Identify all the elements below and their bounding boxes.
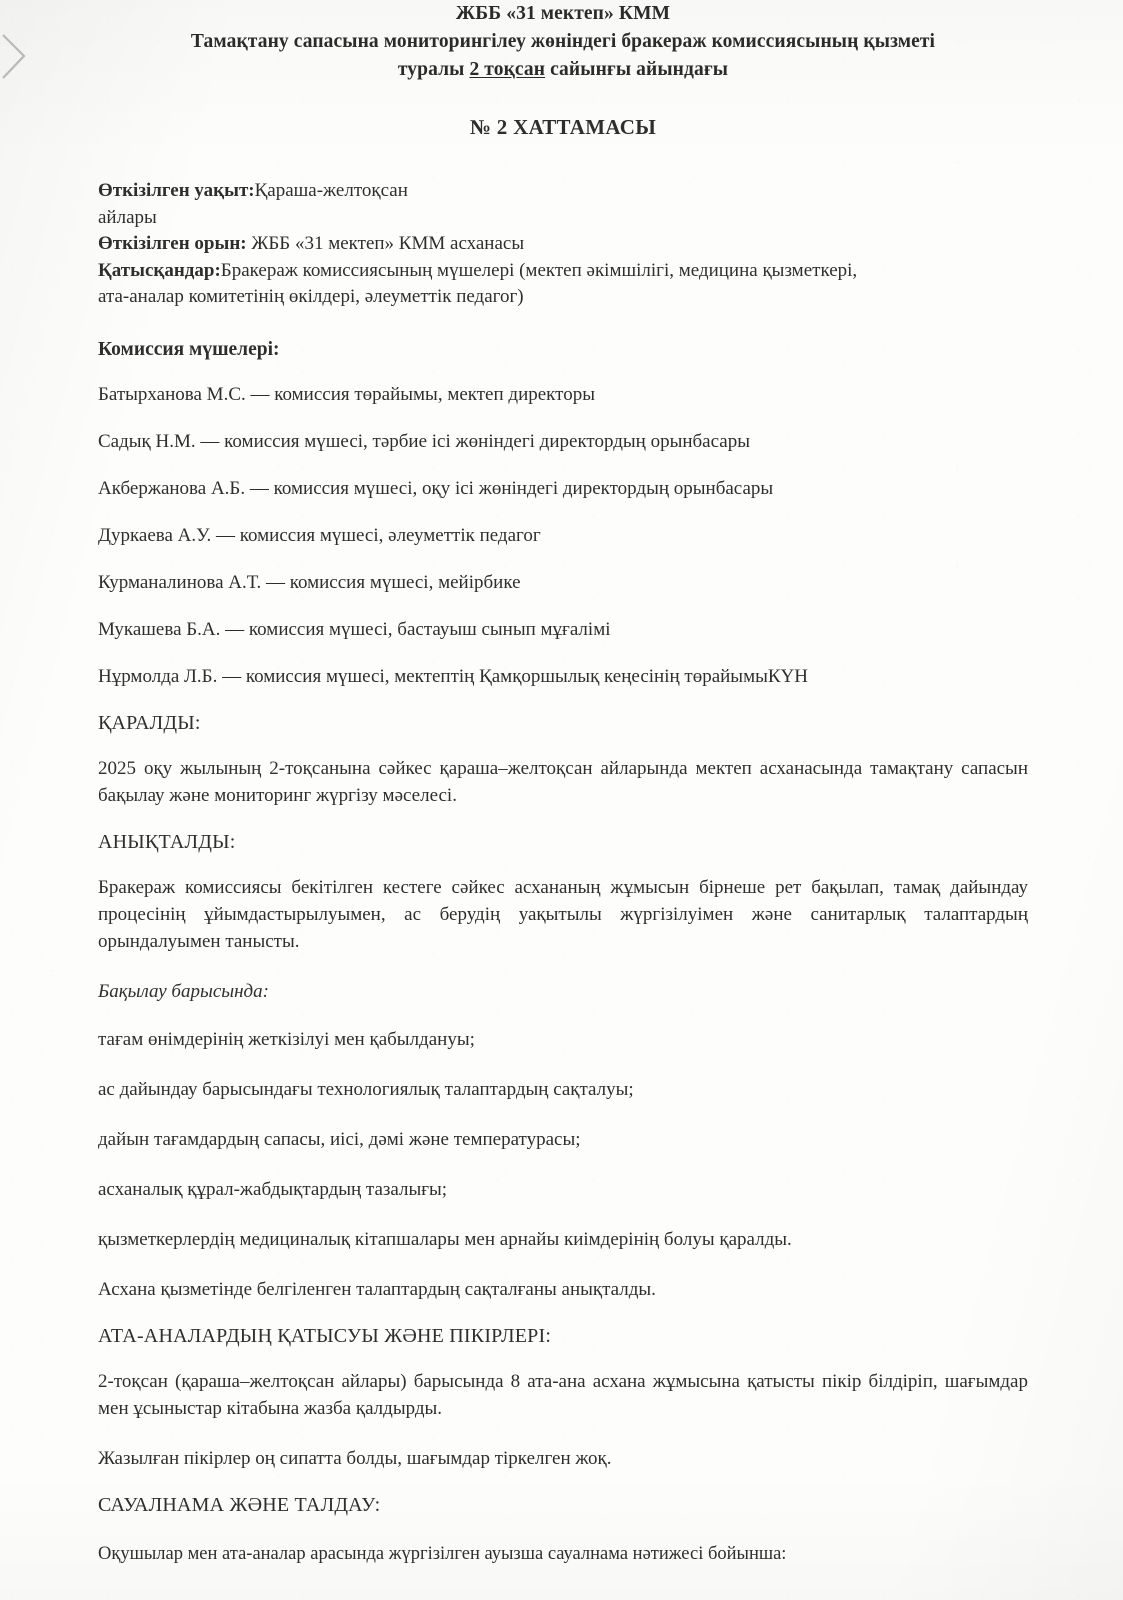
monitoring-item: тағам өнімдерінің жеткізілуі мен қабылдануы; — [98, 1028, 475, 1050]
commission-member: Курманалинова А.Т. — комиссия мүшесі, мейірбике — [98, 571, 521, 593]
established-paragraph: Бракераж комиссиясы бекітілген кестеге сәйкес асхананың жұмысын бірнеше рет бақылап, тамақ дайындау процесінің ұйымдастырылуымен, ас берудің уақытылы жүргізілуімен және санитарлық талаптардың орындалуымен танысты. — [98, 876, 1028, 952]
commission-member: Садық Н.М. — комиссия мүшесі, тәрбие ісі жөніндегі директордың орынбасары — [98, 430, 750, 452]
meta-label-attendees: Қатысқандар: — [98, 259, 221, 281]
meta-label-time: Өткізілген уақыт: — [98, 180, 255, 201]
meta-row-place — [98, 231, 1028, 258]
commission-member: Батырханова М.С. — комиссия төрайымы, мектеп директоры — [98, 383, 595, 405]
considered-heading: ҚАРАЛДЫ: — [98, 711, 201, 734]
parents-heading: АТА-АНАЛАРДЫҢ ҚАТЫСУЫ ЖӘНЕ ПІКІРЛЕРІ: — [98, 1324, 552, 1347]
title-line-2: Тамақтану сапасына мониторингілеу жөніндегі бракераж комиссиясының қызметі — [190, 31, 936, 52]
monitoring-item: қызметкерлердің медициналық кітапшалары мен арнайы киімдерінің болуы қаралды. — [98, 1228, 792, 1250]
meta-value-time: Қараша-желтоқсан — [254, 180, 408, 201]
commission-member: Мукашева Б.А. — комиссия мүшесі, бастауыш сынып мұғалімі — [98, 618, 611, 640]
document-text-frame — [98, 0, 1028, 1567]
monitoring-item: асханалық құрал-жабдықтардың тазалығы; — [98, 1178, 448, 1200]
meta-value-place: ЖББ «31 мектеп» КММ асханасы — [246, 233, 525, 254]
meta-row-attendees-wrap: ата-аналар комитетінің өкілдері, әлеуметтік педагог) — [98, 286, 524, 307]
parents-note: Жазылған пікірлер оң сипатта болды, шағымдар тіркелген жоқ. — [98, 1447, 612, 1469]
meta-label-place: Өткізілген орын: — [98, 233, 247, 254]
meta-row-time — [98, 178, 1028, 205]
title-line-1: ЖББ «31 мектеп» КММ — [455, 3, 671, 24]
parents-paragraph: 2-тоқсан (қараша–желтоқсан айлары) барысында 8 ата-ана асхана жұмысына қатысты пікір білдіріп, шағымдар мен ұсыныстар кітабына жазба қалдырды. — [98, 1370, 1028, 1419]
meta-block — [98, 178, 1028, 311]
survey-paragraph: Оқушылар мен ата-аналар арасында жүргізілген ауызша сауалнама нәтижесі бойынша: — [98, 1543, 787, 1564]
monitoring-conclusion: Асхана қызметінде белгіленген талаптардың сақталғаны анықталды. — [98, 1278, 656, 1300]
page-corner-artifact-icon — [2, 34, 28, 80]
commission-member: Дуркаева А.У. — комиссия мүшесі, әлеуметтік педагог — [98, 524, 541, 546]
title-line-3-suffix: сайынғы айындағы — [545, 59, 729, 80]
monitoring-item: ас дайындау барысындағы технологиялық талаптардың сақталуы; — [98, 1078, 634, 1100]
monitoring-item: дайын тағамдардың сапасы, иісі, дәмі және температурасы; — [98, 1128, 581, 1150]
survey-heading: САУАЛНАМА ЖӘНЕ ТАЛДАУ: — [98, 1493, 381, 1516]
monitoring-lead-in: Бақылау барысында: — [98, 980, 269, 1002]
title-line-3-prefix: туралы — [397, 59, 470, 80]
commission-members-heading: Комиссия мүшелері: — [98, 338, 280, 360]
title-line-3-underlined: 2 тоқсан — [469, 59, 546, 80]
commission-member: Акбержанова А.Б. — комиссия мүшесі, оқу ісі жөніндегі директордың орынбасары — [98, 477, 774, 499]
meta-row-time-wrap: айлары — [98, 206, 157, 228]
meta-row-attendees — [98, 258, 1028, 285]
title-line-3 — [98, 56, 1028, 84]
considered-paragraph: 2025 оқу жылының 2-тоқсанына сәйкес қараша–желтоқсан айларында мектеп асханасында тамақтану сапасын бақылау және мониторинг жүргізу мәселесі. — [98, 757, 1028, 806]
protocol-number: № 2 ХАТТАМАСЫ — [469, 115, 657, 139]
commission-member: Нұрмолда Л.Б. — комиссия мүшесі, мектептің Қамқоршылық кеңесінің төрайымыКҮН — [98, 665, 808, 687]
document-title — [98, 0, 1028, 84]
established-heading: АНЫҚТАЛДЫ: — [98, 830, 236, 853]
meta-value-attendees: Бракераж комиссиясының мүшелері (мектеп әкімшілігі, медицина қызметкері, — [220, 259, 858, 281]
